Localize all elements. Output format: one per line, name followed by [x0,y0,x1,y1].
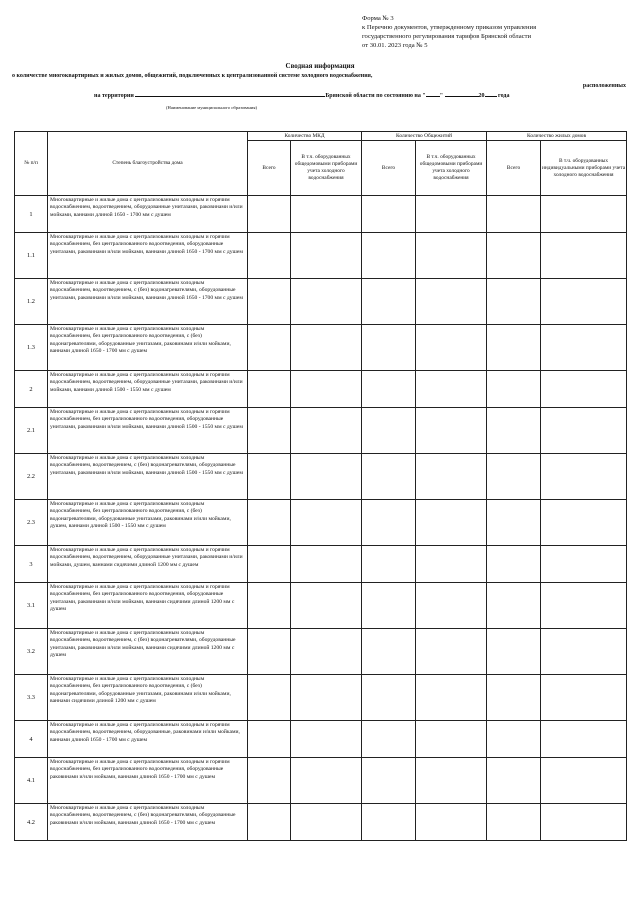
mkd-total-cell[interactable] [248,758,291,804]
territory-prefix: на территории [94,93,134,99]
row-description: Многоквартирные и жилые дома с централизованным холодным водоснабжением, водоотведением, с (без) водонагревателями, оборудованные унитазами, раковинами и/или мойками, ваннами длиной 1650 - 1700 мм с душем [48,279,248,325]
year-field[interactable] [485,90,497,97]
row-number: 2.3 [15,500,48,546]
house-total-cell[interactable] [487,546,541,583]
house-meters-cell[interactable] [541,546,627,583]
territory-line [94,90,509,100]
house-total-cell[interactable] [487,279,541,325]
hostel-total-cell[interactable] [362,325,416,371]
table-row [15,325,627,371]
house-total-cell[interactable] [487,371,541,408]
house-meters-cell[interactable] [541,629,627,675]
row-description: Многоквартирные и жилые дома с централизованным холодным и горячим водоснабжением, без централизованного водоотведения, оборудованные унитазами, раковинами и/или мойками, ваннами сидячими длиной 1200 мм с душем [48,583,248,629]
table-body [15,196,627,841]
row-description: Многоквартирные и жилые дома с централизованным холодным и горячим водоснабжением, водоотведением, оборудованные, раковинами и/или мойками, ваннами длиной 1650 - 1700 мм с душем [48,721,248,758]
row-description: Многоквартирные и жилые дома с централизованным холодным и горячим водоснабжением, без централизованного водоотведения, оборудованные унитазами, раковинами и/или мойками, ваннами длиной 1500 - 1550 мм с душем [48,408,248,454]
row-description: Многоквартирные и жилые дома с централизованным холодным водоснабжением, без централизованного водоотведения, с (без) водонагревателями, оборудованные унитазами, раковинами и/или мойками, ваннами сидячими длиной 1200 мм с душем [48,675,248,721]
house-total-cell[interactable] [487,408,541,454]
row-description: Многоквартирные и жилые дома с централизованным холодным водоснабжением, водоотведением, с (без) водонагревателями, оборудованные унитазами, раковинами и/или мойками, ваннами сидячими длиной 1200 мм с душем [48,629,248,675]
table-row [15,583,627,629]
house-total-cell[interactable] [487,325,541,371]
hostel-meters-cell[interactable] [416,721,487,758]
row-number: 4.2 [15,804,48,841]
hostel-total-cell[interactable] [362,408,416,454]
house-meters-cell[interactable] [541,758,627,804]
table-row [15,279,627,325]
hostel-total-cell[interactable] [362,454,416,500]
row-number: 4 [15,721,48,758]
mkd-meters-cell[interactable] [291,629,362,675]
year-suffix: года [498,93,510,99]
hostel-total-cell[interactable] [362,233,416,279]
row-description: Многоквартирные и жилые дома с централизованным холодным и горячим водоснабжением, без централизованного водоотведения, оборудованные унитазами, раковинами и/или мойками, ваннами длиной 1650 - 1700 мм с душем [48,233,248,279]
mkd-total-cell[interactable] [248,233,291,279]
house-meters-cell[interactable] [541,196,627,233]
table-row [15,371,627,408]
title-block [0,62,640,110]
table-row [15,196,627,233]
col-group-mkd: Количество МКД [248,132,362,141]
hostel-meters-cell[interactable] [416,804,487,841]
municipality-field[interactable] [135,90,325,97]
col-header-mkd-total: Всего [248,141,291,196]
hostel-meters-cell[interactable] [416,408,487,454]
house-meters-cell[interactable] [541,371,627,408]
house-total-cell[interactable] [487,758,541,804]
document-title: Сводная информация [285,62,355,70]
hostel-total-cell[interactable] [362,279,416,325]
hostel-meters-cell[interactable] [416,500,487,546]
hostel-meters-cell[interactable] [416,279,487,325]
document-subtitle: о количестве многоквартирных и жилых домов, общежитий, подключенных к централизованной системе холодного водоснабжения, [12,73,373,79]
mkd-meters-cell[interactable] [291,325,362,371]
form-number: Форма № 3 [362,15,394,22]
house-meters-cell[interactable] [541,408,627,454]
mkd-total-cell[interactable] [248,196,291,233]
house-total-cell[interactable] [487,675,541,721]
hostel-meters-cell[interactable] [416,546,487,583]
table-row [15,500,627,546]
mkd-total-cell[interactable] [248,546,291,583]
row-number: 3 [15,546,48,583]
mkd-meters-cell[interactable] [291,233,362,279]
mkd-total-cell[interactable] [248,408,291,454]
hostel-meters-cell[interactable] [416,196,487,233]
row-description: Многоквартирные и жилые дома с централизованным холодным водоснабжением, водоотведением, с (без) водонагревателями, оборудованные раковинами и/или мойками, ваннами длиной 1650 - 1700 мм с душем [48,804,248,841]
house-total-cell[interactable] [487,454,541,500]
mkd-total-cell[interactable] [248,675,291,721]
row-description: Многоквартирные и жилые дома с централизованным холодным и горячим водоснабжением, водоотведением, оборудованные унитазами, раковинами и/или мойками, ваннами длиной 1650 - 1700 мм с душем [48,196,248,233]
hostel-total-cell[interactable] [362,675,416,721]
mkd-total-cell[interactable] [248,279,291,325]
form-order-date: от 30.01. 2023 года № 5 [362,42,428,49]
row-number: 3.2 [15,629,48,675]
mkd-meters-cell[interactable] [291,500,362,546]
house-total-cell[interactable] [487,500,541,546]
house-meters-cell[interactable] [541,279,627,325]
hostel-meters-cell[interactable] [416,675,487,721]
row-number: 2.2 [15,454,48,500]
hostel-total-cell[interactable] [362,629,416,675]
row-number: 3.1 [15,583,48,629]
house-meters-cell[interactable] [541,583,627,629]
mkd-total-cell[interactable] [248,804,291,841]
row-number: 1.2 [15,279,48,325]
house-total-cell[interactable] [487,804,541,841]
house-total-cell[interactable] [487,721,541,758]
row-number: 2 [15,371,48,408]
mkd-meters-cell[interactable] [291,546,362,583]
hostel-total-cell[interactable] [362,804,416,841]
row-number: 1.3 [15,325,48,371]
day-field[interactable] [426,90,440,97]
hostel-meters-cell[interactable] [416,583,487,629]
col-group-hostels: Количество Общежитий [362,132,487,141]
house-total-cell[interactable] [487,583,541,629]
month-field[interactable] [445,90,479,97]
form-reference-line: к Перечню документов, утвержденному приказом управления [362,24,537,31]
row-description: Многоквартирные и жилые дома с централизованным холодным и горячим водоснабжением, водоотведением, оборудованные унитазами, раковинами и/или мойками, душем, ваннами сидячими длиной 1200 мм с душем [48,546,248,583]
territory-suffix: Брянской области по состоянию на " [325,93,426,99]
mkd-total-cell[interactable] [248,721,291,758]
house-meters-cell[interactable] [541,233,627,279]
mkd-total-cell[interactable] [248,454,291,500]
row-description: Многоквартирные и жилые дома с централизованным холодным водоснабжением, без централизованного водоотведения, с (без) водонагревателями, оборудованные унитазами, раковинами и/или мойками, ваннами длиной 1650 - 1700 мм с душем [48,325,248,371]
col-header-hostel-total: Всего [362,141,416,196]
row-number: 4.1 [15,758,48,804]
mkd-meters-cell[interactable] [291,408,362,454]
mkd-total-cell[interactable] [248,325,291,371]
row-description: Многоквартирные и жилые дома с централизованным холодным и горячим водоснабжением, водоотведением, оборудованные унитазами, раковинами и/или мойками, ваннами длиной 1500 - 1550 мм с душем [48,371,248,408]
territory-note: (Наименование муниципального образования) [166,105,257,110]
table-row [15,804,627,841]
table-row [15,546,627,583]
table-row [15,721,627,758]
house-total-cell[interactable] [487,629,541,675]
mkd-total-cell[interactable] [248,371,291,408]
col-header-mkd-meters: В т.ч. оборудованных общедомовыми приборами учета холодного водоснабжения [291,141,362,196]
house-total-cell[interactable] [487,233,541,279]
form-reference-line: государственного регулирования тарифов Брянской области [362,33,531,40]
row-number: 2.1 [15,408,48,454]
row-number: 1.1 [15,233,48,279]
mkd-total-cell[interactable] [248,500,291,546]
mkd-total-cell[interactable] [248,583,291,629]
form-header [362,14,632,50]
hostel-meters-cell[interactable] [416,325,487,371]
mkd-meters-cell[interactable] [291,758,362,804]
year-prefix: 20 [478,93,485,99]
hostel-total-cell[interactable] [362,546,416,583]
house-meters-cell[interactable] [541,500,627,546]
house-meters-cell[interactable] [541,804,627,841]
col-header-house-total: Всего [487,141,541,196]
house-meters-cell[interactable] [541,721,627,758]
house-total-cell[interactable] [487,196,541,233]
row-description: Многоквартирные и жилые дома с централизованным холодным водоснабжением, без централизованного водоотведения, с (без) водонагревателями, оборудованные унитазами, раковинами и/или мойками, душем, ваннами длиной 1500 - 1550 мм с душем [48,500,248,546]
hostel-total-cell[interactable] [362,583,416,629]
hostel-total-cell[interactable] [362,500,416,546]
house-meters-cell[interactable] [541,454,627,500]
mkd-total-cell[interactable] [248,629,291,675]
mkd-meters-cell[interactable] [291,804,362,841]
hostel-meters-cell[interactable] [416,758,487,804]
hostel-meters-cell[interactable] [416,454,487,500]
table-row [15,629,627,675]
table-row [15,233,627,279]
mkd-meters-cell[interactable] [291,454,362,500]
row-number: 1 [15,196,48,233]
col-group-houses: Количество жилых домов [487,132,627,141]
col-header-num: № п/п [15,132,48,196]
hostel-meters-cell[interactable] [416,629,487,675]
table-row [15,758,627,804]
mkd-meters-cell[interactable] [291,675,362,721]
located-label: расположенных [582,83,626,89]
mkd-meters-cell[interactable] [291,583,362,629]
house-meters-cell[interactable] [541,325,627,371]
row-description: Многоквартирные и жилые дома с централизованным холодным водоснабжением, водоотведением, с (без) водонагревателями, оборудованные унитазами, раковинами и/или мойками, ваннами длиной 1500 - 1550 мм с душем [48,454,248,500]
col-header-house-meters: В т.ч. оборудованных индивидуальными приборами учета холодного водоснабжения [541,141,627,196]
quote-mark: " [439,93,444,99]
mkd-meters-cell[interactable] [291,279,362,325]
data-table [14,131,627,841]
mkd-meters-cell[interactable] [291,371,362,408]
col-header-degree: Степень благоустройства дома [48,132,248,196]
hostel-meters-cell[interactable] [416,371,487,408]
hostel-total-cell[interactable] [362,721,416,758]
hostel-total-cell[interactable] [362,196,416,233]
hostel-meters-cell[interactable] [416,233,487,279]
mkd-meters-cell[interactable] [291,721,362,758]
hostel-total-cell[interactable] [362,371,416,408]
row-description: Многоквартирные и жилые дома с централизованным холодным и горячим водоснабжением, без централизованного водоотведения, оборудованные раковинами и/или мойками, ваннами длиной 1650 - 1700 мм с душем [48,758,248,804]
table-row [15,408,627,454]
house-meters-cell[interactable] [541,675,627,721]
table-row [15,454,627,500]
row-number: 3.3 [15,675,48,721]
table-row [15,675,627,721]
col-header-hostel-meters: В т.ч. оборудованных общедомовыми приборами учета холодного водоснабжения [416,141,487,196]
hostel-total-cell[interactable] [362,758,416,804]
mkd-meters-cell[interactable] [291,196,362,233]
